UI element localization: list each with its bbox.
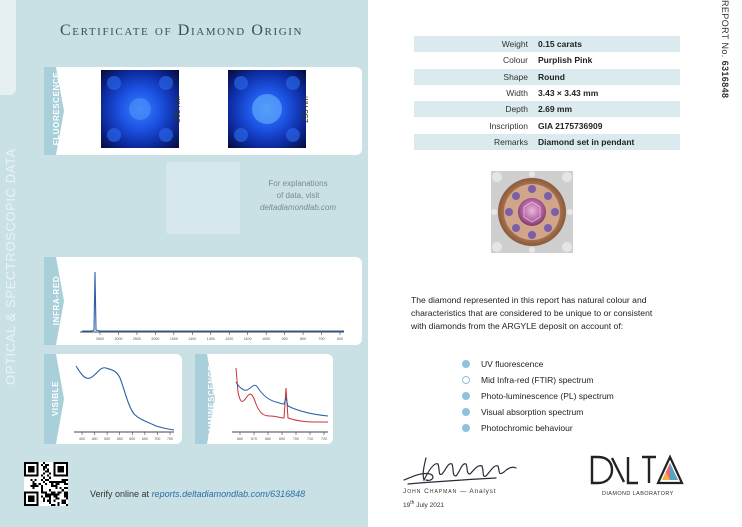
qr-module [53, 462, 55, 477]
facet [107, 76, 121, 90]
criterion-ftir [462, 372, 614, 388]
verify-url[interactable]: reports.deltadiamondlab.com/6316848 [151, 489, 306, 499]
spec-value: GIA 2175736909 [538, 120, 603, 131]
spec-label: Weight [501, 39, 528, 50]
axis-tick-label: 750 [167, 437, 173, 441]
qr-module [58, 502, 60, 504]
qr-module [64, 483, 66, 485]
axis-tick-label: 1300 [206, 337, 215, 341]
vis-ticks [79, 432, 173, 441]
axis-tick-label: 400 [79, 437, 85, 441]
qr-module [34, 483, 36, 485]
qr-module [49, 500, 51, 502]
axis-tick-label: 720 [321, 437, 327, 441]
axis-tick-label: 600 [337, 337, 343, 341]
qr-module [66, 479, 68, 481]
criterion-visual-absorption [462, 404, 614, 420]
qr-module [43, 491, 45, 493]
qr-module [53, 485, 55, 487]
qr-module [64, 502, 66, 504]
qr-module [30, 479, 32, 481]
report-number-value: 6316848 [720, 60, 730, 99]
diamond-photo [491, 171, 573, 253]
infrared-label: INFRA-RED [52, 275, 62, 326]
qr-module [60, 487, 62, 489]
facet [252, 94, 282, 124]
qr-module [43, 477, 45, 479]
signatory-role: — Analyst [459, 488, 497, 495]
pendant-illustration [491, 171, 573, 253]
criterion-met-icon [462, 360, 470, 368]
facet [159, 76, 173, 90]
qr-module [41, 496, 43, 498]
explanation-line-2: of data, visit [276, 191, 320, 200]
facet [234, 76, 248, 90]
qr-module [53, 504, 55, 506]
spec-label: Shape [503, 71, 528, 82]
qr-module [58, 491, 60, 493]
qr-code[interactable] [24, 462, 68, 506]
qr-module [47, 464, 49, 466]
qr-module [64, 481, 66, 483]
verify-prefix: Verify online at [90, 489, 150, 499]
spec-value: Round [538, 71, 565, 82]
criterion-label: Mid Infra-red (FTIR) spectrum [481, 375, 594, 385]
qr-module [66, 462, 68, 477]
axis-tick-label: 500 [104, 437, 111, 441]
qr-module [51, 481, 53, 483]
date-suffix: th [410, 500, 415, 506]
qr-module [51, 485, 53, 487]
qr-module [47, 493, 49, 495]
criterion-label: Visual absorption spectrum [481, 407, 584, 417]
qr-module [28, 496, 34, 502]
qr-module [58, 504, 60, 506]
qr-module [45, 466, 47, 468]
qr-module [41, 479, 43, 481]
spec-label: Colour [502, 55, 528, 66]
qr-module [43, 500, 45, 502]
qr-module [49, 502, 51, 504]
visible-label: VISIBLE [51, 380, 61, 417]
luminescence-spectrum [228, 358, 332, 442]
criterion-label: Photo-luminescence (PL) spectrum [481, 391, 614, 401]
axis-tick-label: 690 [279, 437, 285, 441]
qr-module [37, 462, 39, 477]
spec-row-inscription [414, 117, 680, 133]
qr-module [60, 481, 62, 483]
spec-row-shape [414, 69, 680, 85]
qr-module [24, 504, 39, 506]
fluorescence-card [44, 67, 362, 155]
luminescence-label: LUMINESCENCE [207, 364, 217, 437]
qr-module [28, 466, 34, 472]
panel-edge-tab [0, 0, 16, 95]
axis-tick-label: 2500 [132, 337, 141, 341]
axis-tick-label: 1000 [262, 337, 271, 341]
qr-module [58, 483, 60, 485]
signatory-name [403, 488, 496, 495]
qr-module [41, 485, 43, 487]
delta-logo [590, 454, 686, 486]
qr-module [55, 481, 57, 483]
qr-module [41, 475, 43, 477]
qr-module [53, 500, 55, 502]
qr-module [49, 493, 51, 495]
qr-module [58, 481, 60, 483]
qr-module [60, 491, 62, 493]
axis-tick-label: 550 [116, 437, 123, 441]
qr-module [66, 504, 68, 506]
qr-module [47, 475, 49, 477]
qr-module [49, 481, 51, 483]
qr-module [32, 483, 34, 485]
axis-tick-label: 650 [141, 437, 148, 441]
fluorescence-image-255 [228, 70, 306, 148]
spec-value: 0.15 carats [538, 39, 582, 50]
qr-module [43, 468, 45, 470]
spec-label: Inscription [489, 120, 528, 131]
qr-module [43, 466, 45, 468]
criterion-met-icon [462, 392, 470, 400]
qr-module [64, 500, 66, 502]
axis-tick-label: 1500 [169, 337, 178, 341]
spec-value: Diamond set in pendant [538, 136, 635, 147]
qr-module [24, 491, 26, 506]
criterion-label: Photochromic behaviour [481, 423, 573, 433]
qr-module [53, 493, 55, 495]
qr-module [45, 483, 47, 485]
qr-module [64, 493, 66, 495]
facet [286, 76, 300, 90]
qr-module [39, 483, 41, 485]
qr-module [49, 472, 51, 474]
axis-tick-label: 800 [300, 337, 307, 341]
qr-module [37, 485, 39, 487]
qr-module [47, 479, 49, 481]
qr-module [64, 487, 66, 489]
verify-online [90, 489, 305, 499]
qr-module [32, 487, 34, 489]
report-prefix: REPORT No. [720, 0, 730, 58]
axis-tick-label: 900 [281, 337, 288, 341]
infrared-spectrum [76, 262, 356, 342]
spec-row-width [414, 85, 680, 101]
qr-module [53, 481, 55, 483]
axis-tick-label: 670 [251, 437, 257, 441]
qr-module [24, 462, 26, 477]
explanation-box [166, 162, 240, 234]
qr-module [43, 498, 45, 500]
qr-module [51, 483, 53, 485]
spec-row-weight [414, 36, 680, 52]
facet [129, 98, 151, 120]
qr-module [47, 468, 49, 470]
criterion-unmet-icon [462, 376, 470, 384]
spec-row-colour [414, 52, 680, 68]
logo-subtitle: DIAMOND LABORATORY [602, 491, 674, 497]
qr-module [55, 498, 57, 500]
axis-tick-label: 1200 [225, 337, 234, 341]
ir-ticks [96, 332, 343, 341]
facet [107, 128, 121, 142]
facet [286, 128, 300, 142]
qr-module [30, 485, 32, 487]
axis-tick-label: 700 [318, 337, 325, 341]
qr-module [66, 496, 68, 498]
qr-module [32, 481, 34, 483]
qr-module [45, 470, 47, 472]
qr-module [49, 498, 51, 500]
criterion-uv-fluorescence [462, 356, 614, 372]
qr-module [66, 491, 68, 493]
axis-tick-label: 680 [265, 437, 271, 441]
qr-module [47, 500, 49, 502]
vis-trace [76, 366, 174, 430]
qr-module [64, 496, 66, 498]
date-rest: July 2021 [416, 502, 445, 510]
qr-module [64, 479, 66, 481]
qr-module [43, 472, 45, 474]
facet [234, 128, 248, 142]
qr-module [53, 475, 68, 477]
qr-module [45, 491, 47, 493]
qr-module [53, 462, 68, 464]
qr-module [66, 498, 68, 500]
axis-tick-label: 600 [129, 437, 136, 441]
qr-module [41, 491, 43, 493]
qr-module [43, 481, 45, 483]
criterion-photochromic [462, 420, 614, 436]
qr-module [55, 485, 57, 487]
facet [159, 128, 173, 142]
criterion-pl [462, 388, 614, 404]
qr-module [45, 479, 47, 481]
qr-module [62, 500, 64, 502]
qr-module [66, 487, 68, 489]
qr-module [45, 493, 47, 495]
qr-module [55, 487, 57, 489]
qr-module [45, 496, 47, 498]
signature-date [403, 500, 444, 509]
criterion-label: UV fluorescence [481, 359, 544, 369]
qr-module [47, 496, 49, 498]
qr-module [41, 489, 43, 491]
qr-module [58, 493, 60, 495]
criteria-list [462, 356, 614, 436]
signature [400, 446, 520, 488]
qr-module [49, 477, 51, 479]
qr-module [43, 462, 45, 464]
spec-value: 2.69 mm [538, 104, 573, 115]
qr-module [66, 493, 68, 495]
qr-module [55, 496, 57, 498]
qr-module [37, 491, 39, 506]
qr-module [51, 491, 53, 493]
qr-module [62, 502, 64, 504]
spec-row-depth [414, 101, 680, 117]
axis-tick-label: 710 [307, 437, 313, 441]
spec-label: Width [506, 88, 528, 99]
qr-module [53, 496, 55, 498]
qr-module [24, 475, 39, 477]
spec-row-remarks [414, 134, 680, 150]
qr-module [62, 489, 64, 491]
wavelength-label-1: 365 nm [172, 96, 182, 123]
qr-module [34, 485, 36, 487]
qr-module [58, 498, 60, 500]
qr-module [47, 470, 49, 472]
qr-module [51, 504, 53, 506]
certificate-title: Certificate of Diamond Origin [60, 22, 304, 39]
lum-ticks [237, 432, 327, 441]
explanation-line-1: For explanations [268, 179, 328, 188]
wavelength-label-2: 255 nm [300, 96, 310, 123]
axis-tick-label: 1400 [188, 337, 197, 341]
explanation-text [244, 178, 352, 214]
explanation-url[interactable]: deltadiamondlab.com [259, 203, 337, 212]
qr-module [34, 479, 36, 481]
axis-tick-label: 3000 [114, 337, 123, 341]
spec-label: Remarks [493, 136, 528, 147]
ir-trace [82, 272, 344, 331]
qr-module [24, 491, 39, 493]
qr-module [49, 489, 51, 491]
side-section-label: OPTICAL & SPECTROSCOPIC DATA [3, 148, 18, 385]
spec-label: Depth [505, 104, 528, 115]
origin-statement: The diamond represented in this report has natural colour and characteristics that are considered to be unique to or consistent with diamonds from the ARGYLE deposit on account of: [411, 295, 653, 332]
specifications-table [414, 36, 680, 150]
qr-module [66, 483, 68, 485]
qr-module [64, 491, 66, 493]
qr-module [55, 483, 57, 485]
lum-trace-blue [236, 382, 328, 416]
qr-module [58, 466, 64, 472]
axis-tick-label: 700 [293, 437, 299, 441]
qr-module [32, 485, 34, 487]
qr-module [55, 493, 57, 495]
axis-tick-label: 3500 [96, 337, 104, 341]
axis-tick-label: 2000 [151, 337, 160, 341]
date-day: 19 [403, 502, 411, 510]
spec-value: 3.43 × 3.43 mm [538, 88, 599, 99]
qr-module [24, 462, 39, 464]
criterion-met-icon [462, 408, 470, 416]
axis-tick-label: 1100 [243, 337, 252, 341]
qr-module [41, 487, 43, 489]
qr-module [62, 479, 64, 481]
criterion-met-icon [462, 424, 470, 432]
spec-value: Purplish Pink [538, 55, 593, 66]
qr-module [62, 481, 64, 483]
qr-module [53, 491, 55, 493]
qr-module [41, 464, 43, 466]
qr-module [49, 496, 51, 498]
visible-spectrum [70, 358, 178, 442]
report-number [720, 0, 730, 98]
signatory-name-text: John Chapman [403, 488, 458, 495]
axis-tick-label: 450 [91, 437, 98, 441]
axis-tick-label: 660 [237, 437, 243, 441]
qr-module [51, 493, 53, 495]
fluorescence-label: FLUORESCENCE [52, 71, 62, 146]
qr-module [45, 464, 47, 466]
axis-tick-label: 700 [154, 437, 161, 441]
fluorescence-image-365 [101, 70, 179, 148]
